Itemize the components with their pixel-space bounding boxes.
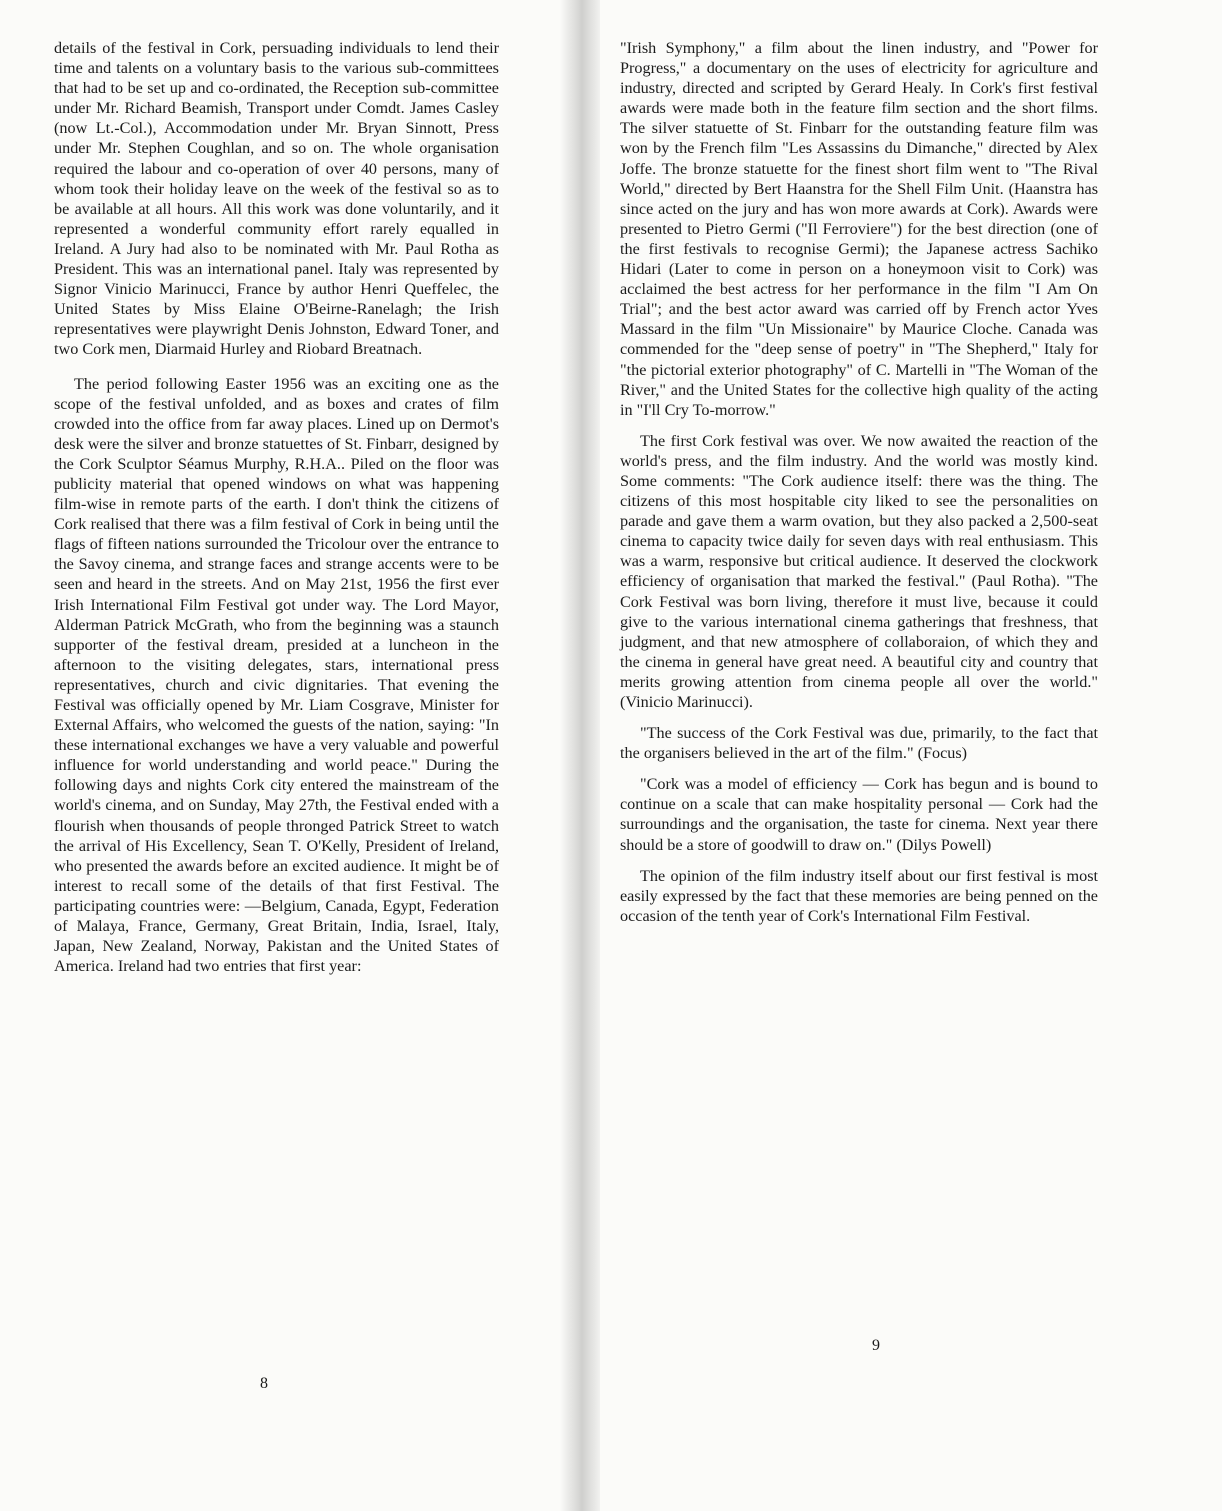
right-paragraph-1: "Irish Symphony," a film about the linen industry, and "Power for Progress," a documentary on the uses of electricity for agriculture and industry, directed and scripted by Gerard Healy. In Cork's first festival awards were made both in the feature film section and the short films. The silver statuette of St. Finbarr for the outstanding feature film was won by the French film "Les Assassins du Dimanche," directed by Alex Joffe. The bronze statuette for the finest short film went to "The Rival World," directed by Bert Haanstra for the Shell Film Unit. (Haanstra has since acted on the jury and has won more awards at Cork). Awards were presented to Pietro Germi ("Il Ferroviere") for the best direction (one of the first festivals to recognise Germi); the Japanese actress Sachiko Hidari (Later to come in person on a honeymoon visit to Cork) was acclaimed the best actress for her performance in the film "I Am On Trial"; and the best actor award was carried off by French actor Yves Massard in the film "Un Missionaire" by Maurice Cloche. Canada was commended for the "deep sense of poetry" in "The Shepherd," Italy for "the pictorial exterior photography" of C. Martelli in "The Woman of the River," and the United States for the collective high quality of the acting in "I'll Cry To-morrow." — [620, 39, 1098, 419]
right-page — [620, 38, 1098, 926]
right-paragraph-2: The first Cork festival was over. We now awaited the reaction of the world's press, and the film industry. And the world was mostly kind. Some comments: "The Cork audience itself: there was the thing. The citizens of this most hospitable city liked to see the personalities on parade and gave them a warm ovation, but they also packed a 2,500-seat cinema to capacity twice daily for seven days with real enthusiasm. This was a warm, responsive but critical audience. It deserved the clockwork efficiency of organisation that marked the festival." (Paul Rotha). "The Cork Festival was born living, therefore it must live, because it could give to the various international cinema gatherings that freshness, that judgment, and that new atmosphere of collaboraion, of which they and the cinema in general have great need. A beautiful city and country that merits growing attention from cinema people all over the world." (Vinicio Marinucci). — [620, 431, 1098, 711]
right-paragraph-4: "Cork was a model of efficiency — Cork has begun and is bound to continue on a scale that can make hospitality personal — Cork had the surroundings and the organisation, the taste for cinema. Next year there should be a store of goodwill to draw on." (Dilys Powell) — [620, 775, 1098, 854]
left-paragraph-2: The period following Easter 1956 was an exciting one as the scope of the festival unfolded, and as boxes and crates of film crowded into the office from far away places. Lined up on Dermot's desk were the silver and bronze statuettes of St. Finbarr, designed by the Cork Sculptor Séamus Murphy, R.H.A.. Piled on the floor was publicity material that opened windows on what was happening film-wise in remote parts of the earth. I don't think the citizens of Cork realised that there was a film festival of Cork in being until the flags of fifteen nations surrounded the Tricolour over the entrance to the Savoy cinema, and strange faces and strange accents were to be seen and heard in the streets. And on May 21st, 1956 the first ever Irish International Film Festival got under way. The Lord Mayor, Alderman Patrick McGrath, who from the beginning was a staunch supporter of the festival dream, presided at a luncheon in the afternoon to the visiting delegates, stars, international press representatives, church and civic dignitaries. That evening the Festival was officially opened by Mr. Liam Cosgrave, Minister for External Affairs, who welcomed the guests of the nation, saying: "In these international exchanges we have a very valuable and powerful influence for world understanding and world peace." During the following days and nights Cork city entered the mainstream of the world's cinema, and on Sunday, May 27th, the Festival ended with a flourish when thousands of people thronged Patrick Street to watch the arrival of His Excellency, Sean T. O'Kelly, President of Ireland, who presented the awards before an excited audience. It might be of interest to recall some of the details of that first Festival. The participating countries were: —Belgium, Canada, Egypt, Federation of Malaya, France, Germany, Great Britain, India, Israel, Italy, Japan, New Zealand, Norway, Pakistan and the United States of America. Ireland had two entries that first year: — [54, 374, 499, 976]
page-gutter — [560, 0, 600, 1511]
right-paragraph-3: "The success of the Cork Festival was due, primarily, to the fact that the organisers believed in the art of the film." (Focus) — [620, 724, 1098, 763]
left-paragraph-1: details of the festival in Cork, persuading individuals to lend their time and talents on a voluntary basis to the various sub-committees that had to be set up and co-ordinated, the Reception sub-committee under Mr. Richard Beamish, Transport under Comdt. James Casley (now Lt.-Col.), Accommodation under Mr. Bryan Sinnott, Press under Mr. Stephen Coughlan, and so on. The whole organisation required the labour and co-operation of over 40 persons, many of whom took their holiday leave on the week of the festival so as to be available at all hours. All this work was done voluntarily, and it represented a wonderful community effort rarely equalled in Ireland. A Jury had also to be nominated with Mr. Paul Rotha as President. This was an international panel. Italy was represented by Signor Vinicio Marinucci, France by author Henri Queffelec, the United States by Miss Elaine O'Beirne-Ranelagh; the Irish representatives were playwright Denis Johnston, Edward Toner, and two Cork men, Diarmaid Hurley and Riobard Breatnach. — [54, 39, 499, 359]
right-paragraph-5: The opinion of the film industry itself about our first festival is most easily expressed by the fact that these memories are being penned on the occasion of the tenth year of Cork's International Film Festival. — [620, 866, 1098, 925]
left-page-number: 8 — [260, 1375, 268, 1392]
right-page-number: 9 — [872, 1337, 880, 1354]
left-page — [54, 38, 499, 976]
